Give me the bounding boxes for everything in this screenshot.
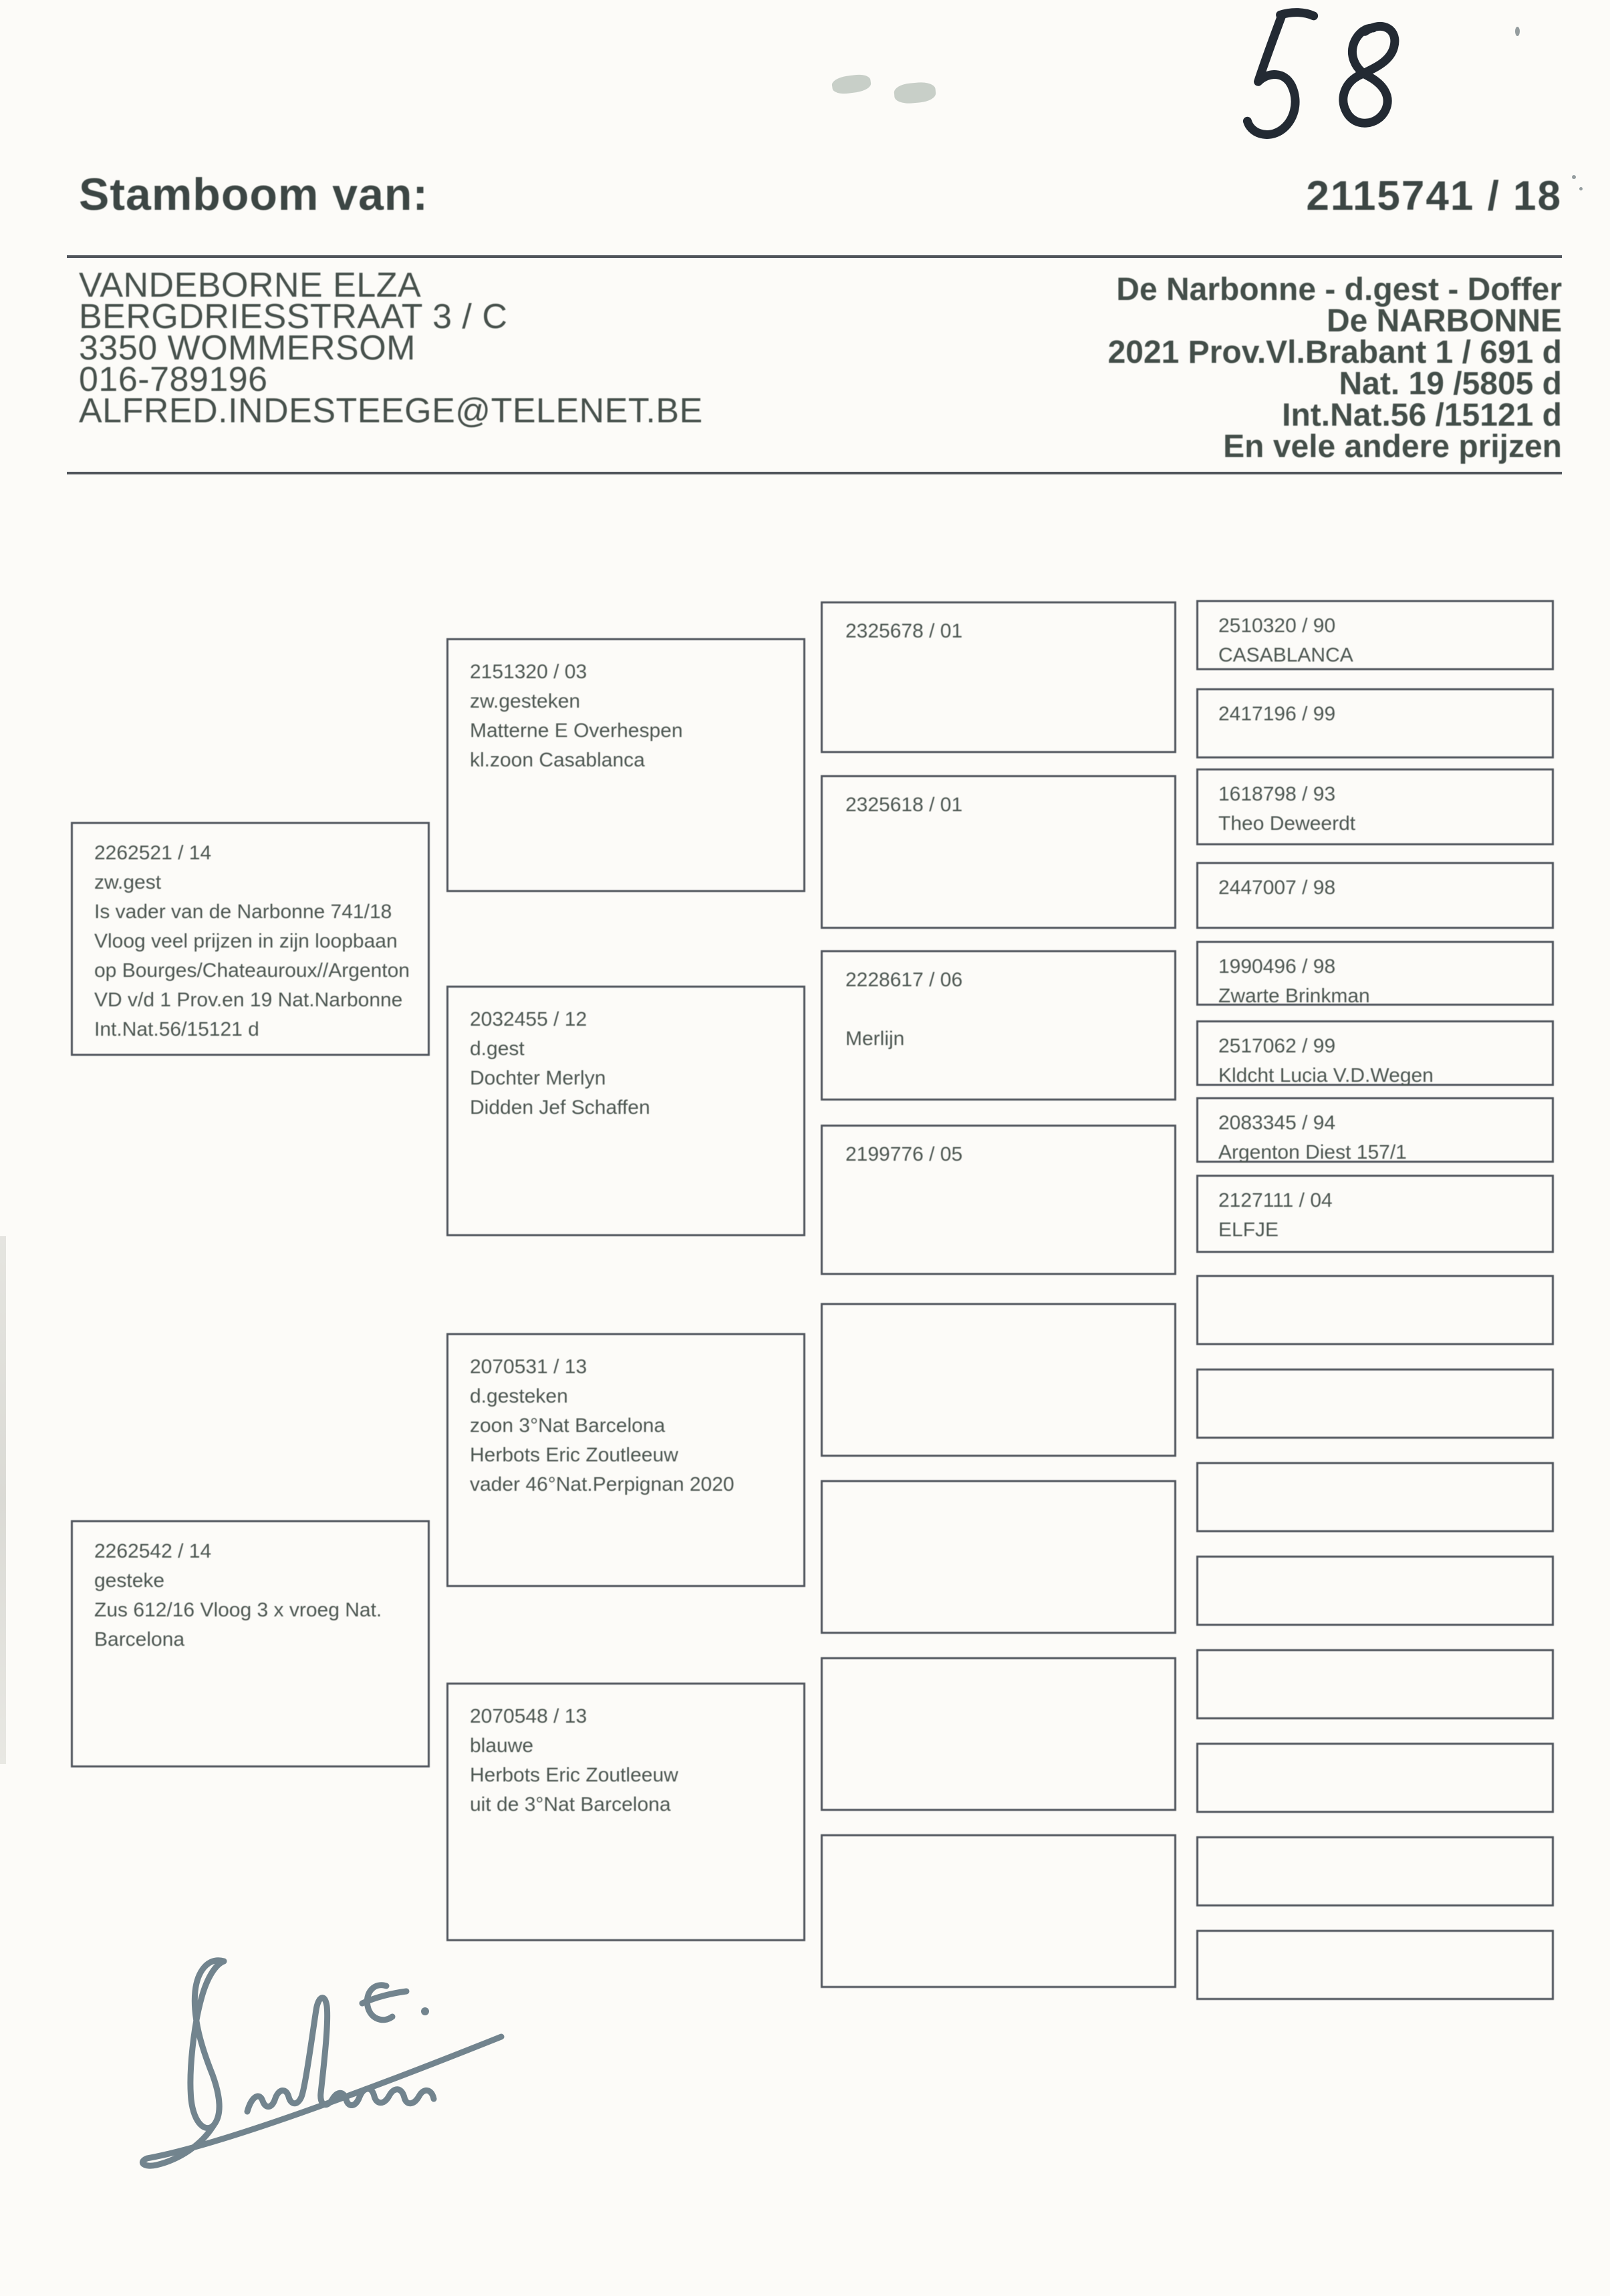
pedigree-box-line: op Bourges/Chateauroux//Argenton bbox=[94, 960, 410, 982]
scan-speck bbox=[1515, 27, 1520, 36]
pedigree-box-line: 2032455 / 12 bbox=[470, 1008, 587, 1030]
pedigree-box-line: CASABLANCA bbox=[1218, 644, 1353, 666]
pedigree-box-great-great-grandparents-8 bbox=[1196, 1175, 1554, 1253]
pedigree-box-line: blauwe bbox=[470, 1735, 534, 1757]
scan-edge-streak bbox=[0, 1236, 6, 1764]
pedigree-box-great-grandparents-3 bbox=[821, 950, 1176, 1101]
header-rule-bottom bbox=[67, 472, 1562, 474]
owner-street: BERGDRIESSTRAAT 3 / C bbox=[79, 297, 508, 336]
pedigree-box-line: 2517062 / 99 bbox=[1218, 1035, 1336, 1057]
owner-name: VANDEBORNE ELZA bbox=[79, 266, 422, 305]
pedigree-box-great-grandparents-7 bbox=[821, 1657, 1176, 1811]
pedigree-box-parents-1 bbox=[71, 822, 430, 1056]
pedigree-box-great-great-grandparents-2 bbox=[1196, 688, 1554, 758]
pedigree-box-line: zoon 3°Nat Barcelona bbox=[470, 1415, 666, 1437]
pedigree-box-line: 2151320 / 03 bbox=[470, 661, 587, 683]
pedigree-box-line: Barcelona bbox=[94, 1628, 185, 1651]
pedigree-box-line: ELFJE bbox=[1218, 1219, 1279, 1241]
pedigree-box-line: Theo Deweerdt bbox=[1218, 813, 1356, 835]
header-rule-top bbox=[67, 255, 1562, 258]
owner-city: 3350 WOMMERSOM bbox=[79, 329, 416, 368]
pedigree-box-line: d.gesteken bbox=[470, 1385, 568, 1407]
pedigree-box-line: Vloog veel prijzen in zijn loopbaan bbox=[94, 930, 398, 952]
pedigree-box-line: 2228617 / 06 bbox=[845, 969, 963, 991]
pedigree-box-line: 2199776 / 05 bbox=[845, 1143, 963, 1165]
pedigree-box-parents-2 bbox=[71, 1520, 430, 1767]
owner-block bbox=[79, 266, 703, 430]
pedigree-box-line: 2083345 / 94 bbox=[1218, 1112, 1336, 1134]
pedigree-box-line: Matterne E Overhespen bbox=[470, 720, 683, 742]
pedigree-box-line: 1618798 / 93 bbox=[1218, 783, 1336, 805]
pedigree-box-line: Is vader van de Narbonne 741/18 bbox=[94, 901, 392, 923]
pedigree-box-line: Herbots Eric Zoutleeuw bbox=[470, 1764, 678, 1786]
pedigree-box-great-great-grandparents-10 bbox=[1196, 1369, 1554, 1439]
pedigree-box-line: 2070548 / 13 bbox=[470, 1705, 587, 1727]
pedigree-box-great-great-grandparents-9 bbox=[1196, 1275, 1554, 1345]
page-title: Stamboom van: bbox=[79, 169, 429, 220]
pedigree-box-line: gesteke bbox=[94, 1570, 165, 1592]
pedigree-box-great-great-grandparents-16 bbox=[1196, 1930, 1554, 2000]
pedigree-box-great-grandparents-5 bbox=[821, 1303, 1176, 1457]
bird-result-line: Nat. 19 /5805 d bbox=[1339, 366, 1562, 402]
bird-result-line: 2021 Prov.Vl.Brabant 1 / 691 d bbox=[1107, 335, 1562, 370]
owner-phone: 016-789196 bbox=[79, 360, 268, 399]
pedigree-box-line: 2325618 / 01 bbox=[845, 794, 963, 816]
pedigree-box-line: Dochter Merlyn bbox=[470, 1067, 606, 1089]
pedigree-box-line: 2447007 / 98 bbox=[1218, 877, 1336, 899]
pedigree-box-great-great-grandparents-1 bbox=[1196, 600, 1554, 670]
pedigree-box-great-great-grandparents-4 bbox=[1196, 862, 1554, 929]
pedigree-box-line: 2127111 / 04 bbox=[1218, 1189, 1333, 1211]
pedigree-box-line: 2070531 / 13 bbox=[470, 1356, 587, 1378]
pedigree-box-grandparents-1 bbox=[446, 638, 805, 892]
pedigree-box-great-grandparents-4 bbox=[821, 1125, 1176, 1275]
pedigree-box-grandparents-3 bbox=[446, 1333, 805, 1587]
scan-speck bbox=[1572, 175, 1576, 179]
bird-name-line: De NARBONNE bbox=[1326, 303, 1562, 339]
pedigree-box-great-grandparents-1 bbox=[821, 601, 1176, 753]
pedigree-box-line: zw.gesteken bbox=[470, 690, 581, 712]
owner-email: ALFRED.INDESTEEGE@TELENET.BE bbox=[79, 392, 703, 430]
pedigree-box-line: 1990496 / 98 bbox=[1218, 956, 1336, 978]
pedigree-box-line: Zus 612/16 Vloog 3 x vroeg Nat. bbox=[94, 1599, 382, 1621]
pedigree-box-great-great-grandparents-15 bbox=[1196, 1836, 1554, 1906]
pedigree-box-line: 2417196 / 99 bbox=[1218, 703, 1336, 725]
pedigree-box-line bbox=[845, 995, 1152, 1024]
pedigree-box-line: uit de 3°Nat Barcelona bbox=[470, 1793, 671, 1816]
handwritten-page-number bbox=[1223, 3, 1424, 144]
bird-name-line: De Narbonne - d.gest - Doffer bbox=[1116, 272, 1562, 307]
pedigree-box-line: 2325678 / 01 bbox=[845, 620, 963, 642]
pedigree-box-line: VD v/d 1 Prov.en 19 Nat.Narbonne bbox=[94, 989, 403, 1011]
pedigree-box-great-great-grandparents-5 bbox=[1196, 941, 1554, 1006]
pedigree-box-great-great-grandparents-6 bbox=[1196, 1020, 1554, 1086]
scan-smudge bbox=[831, 73, 871, 96]
bird-result-line: En vele andere prijzen bbox=[1223, 429, 1562, 464]
scan-speck bbox=[1579, 187, 1583, 190]
pedigree-box-line: Herbots Eric Zoutleeuw bbox=[470, 1444, 678, 1466]
pedigree-box-great-great-grandparents-3 bbox=[1196, 768, 1554, 845]
pedigree-box-line: 2262521 / 14 bbox=[94, 842, 212, 864]
pedigree-box-great-grandparents-8 bbox=[821, 1834, 1176, 1988]
pedigree-box-grandparents-4 bbox=[446, 1683, 805, 1941]
pedigree-box-line: 2262542 / 14 bbox=[94, 1540, 212, 1562]
pedigree-box-great-great-grandparents-13 bbox=[1196, 1649, 1554, 1719]
bird-info-block bbox=[1108, 274, 1562, 462]
pedigree-box-line: Argenton Diest 157/1 bbox=[1218, 1141, 1407, 1163]
pedigree-box-line: Kldcht Lucia V.D.Wegen bbox=[1218, 1064, 1434, 1087]
pedigree-box-line: vader 46°Nat.Perpignan 2020 bbox=[470, 1473, 734, 1495]
ring-number: 2115741 / 18 bbox=[1306, 173, 1562, 219]
pedigree-box-great-great-grandparents-11 bbox=[1196, 1462, 1554, 1532]
pedigree-box-line: Zwarte Brinkman bbox=[1218, 985, 1370, 1007]
pedigree-box-line: zw.gest bbox=[94, 871, 162, 893]
pedigree-box-line: Didden Jef Schaffen bbox=[470, 1097, 650, 1119]
pedigree-box-great-great-grandparents-7 bbox=[1196, 1097, 1554, 1163]
pedigree-box-line: kl.zoon Casablanca bbox=[470, 749, 645, 771]
pedigree-box-great-great-grandparents-14 bbox=[1196, 1743, 1554, 1813]
pedigree-box-line: d.gest bbox=[470, 1038, 525, 1060]
scan-smudge bbox=[894, 81, 936, 104]
pedigree-box-great-grandparents-6 bbox=[821, 1480, 1176, 1634]
pedigree-box-grandparents-2 bbox=[446, 986, 805, 1236]
pedigree-box-great-grandparents-2 bbox=[821, 775, 1176, 929]
signature bbox=[87, 1924, 595, 2192]
pedigree-box-line: Int.Nat.56/15121 d bbox=[94, 1018, 259, 1040]
pedigree-box-great-great-grandparents-12 bbox=[1196, 1556, 1554, 1626]
bird-result-line: Int.Nat.56 /15121 d bbox=[1282, 398, 1562, 433]
pedigree-box-line: 2510320 / 90 bbox=[1218, 615, 1336, 637]
pedigree-box-line: Merlijn bbox=[845, 1028, 905, 1050]
